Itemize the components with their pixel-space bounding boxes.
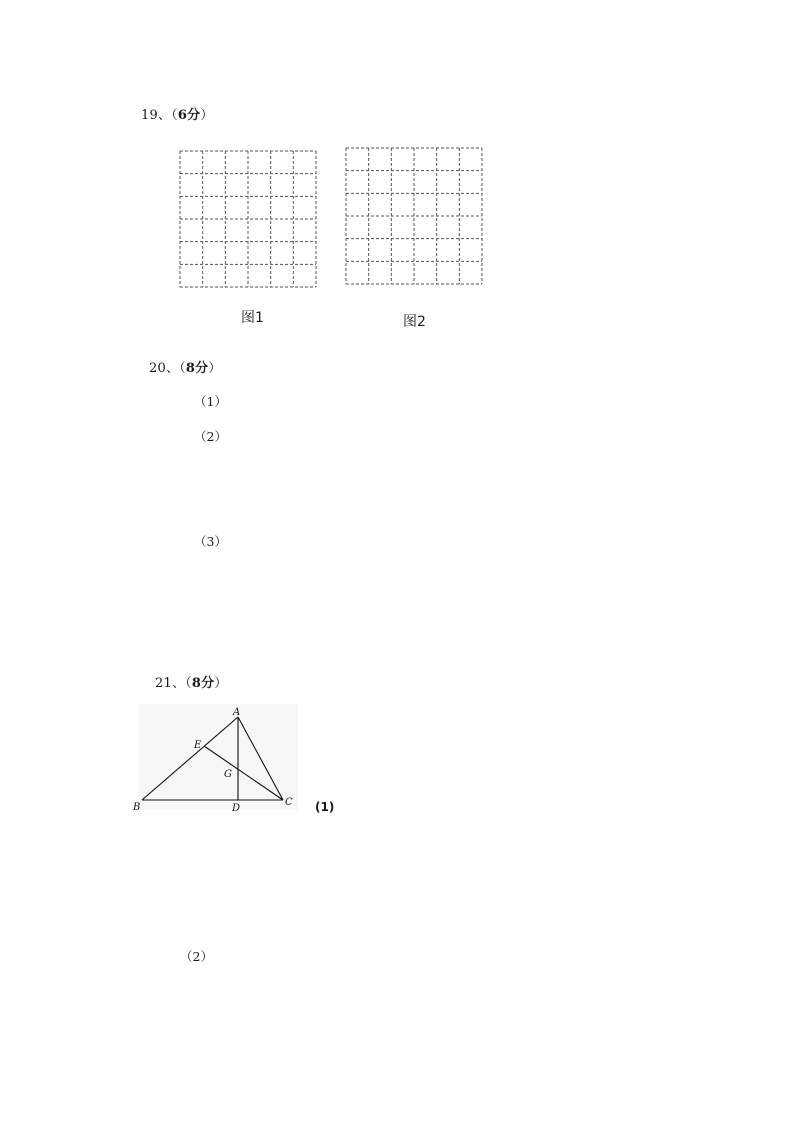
q20-number: 20、（ (149, 361, 186, 376)
label-b: B (133, 802, 141, 813)
q21-heading (155, 672, 228, 691)
q21-part-2: （2） (180, 949, 213, 964)
q19-points: 6分 (177, 108, 201, 123)
grid-2-caption: 图2 (403, 314, 426, 330)
triangle-figure (128, 702, 308, 818)
q20-points: 8分 (185, 361, 209, 376)
q20-heading (149, 357, 222, 376)
q20-part-1: （1） (194, 394, 227, 409)
q21-number: 21、（ (155, 676, 192, 691)
q20-part-3: （3） (194, 534, 227, 549)
label-d: D (232, 803, 241, 814)
q21-close: ） (214, 676, 228, 691)
label-g: G (224, 769, 232, 780)
q21-points: 8分 (191, 676, 215, 691)
grid-figure-2[interactable] (344, 146, 486, 288)
label-e: E (194, 740, 202, 751)
q20-close: ） (208, 361, 222, 376)
grid-1-caption: 图1 (241, 310, 264, 326)
q19-heading (141, 104, 214, 123)
label-c: C (285, 797, 293, 808)
q19-number: 19、（ (141, 108, 178, 123)
label-a: A (233, 707, 241, 718)
q19-close: ） (200, 108, 214, 123)
grid-figure-1[interactable] (178, 149, 320, 291)
q21-part-1-tag: (1) (315, 800, 335, 814)
q20-part-2: （2） (194, 429, 227, 444)
